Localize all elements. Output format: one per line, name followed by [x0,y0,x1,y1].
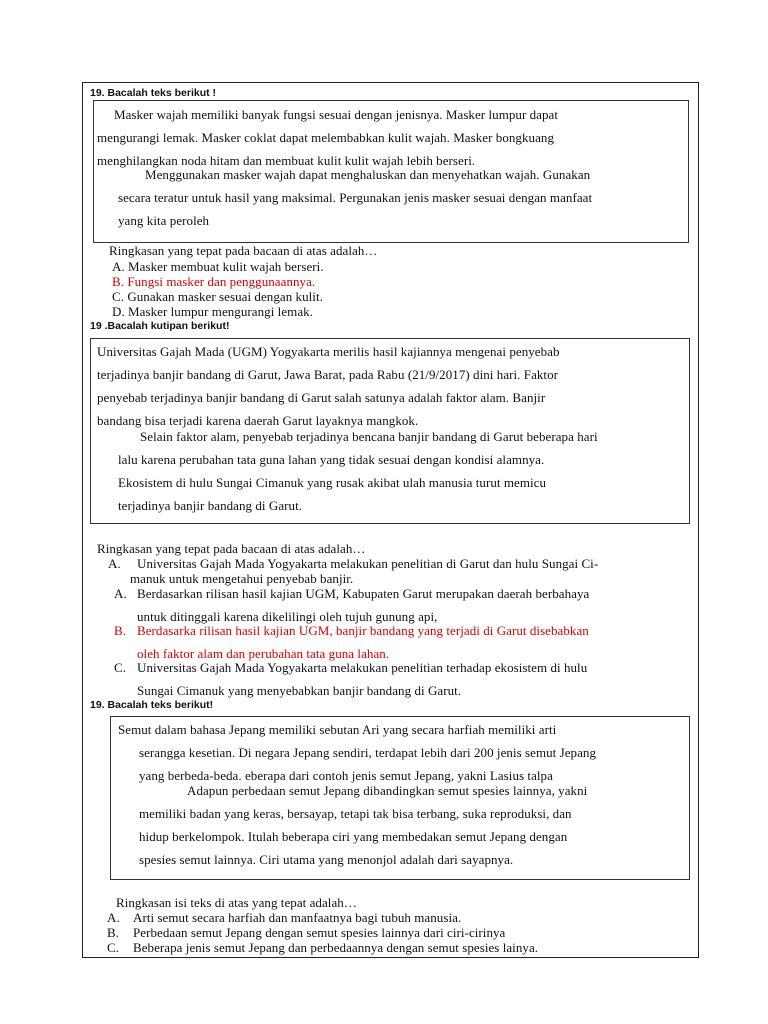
q2-passage-line: terjadinya banjir bandang di Garut, Jawa Barat, pada Rabu (21/9/2017) dini hari. Faktor [97,367,559,382]
q3-passage-line: Semut dalam bahasa Jepang memiliki sebutan Ari yang secara harfiah memiliki arti [118,722,557,737]
q2-option-letter: A. [114,586,127,601]
q3-passage-line: hidup berkelompok. Itulah beberapa ciri yang membedakan semut Jepang dengan [139,829,568,844]
q3-option-c[interactable]: Beberapa jenis semut Jepang dan perbedaannya dengan semut spesies lainya. [133,940,539,955]
q2-option-letter: B. [114,623,127,638]
q3-passage-line: yang berbeda-beda. eberapa dari contoh jenis semut Jepang, yakni Lasius talpa [139,768,553,783]
q3-passage-box [110,716,690,880]
worksheet-page [82,82,699,958]
q3-passage-line: serangga kesetian. Di negara Jepang sendiri, terdapat lebih dari 200 jenis semut Jepang [139,745,597,760]
q2-passage-line: Selain faktor alam, penyebab terjadinya bencana banjir bandang di Garut beberapa hari [140,429,598,444]
q1-passage-line: Menggunakan masker wajah dapat menghaluskan dan menyehatkan wajah. Gunakan [145,167,591,182]
q2-option-line[interactable]: untuk ditinggali karena dikelilingi oleh tujuh gunung api, [137,609,438,624]
q2-option-line[interactable]: Sungai Cimanuk yang menyebabkan banjir bandang di Garut. [137,683,462,698]
q3-option-letter: B. [107,925,120,940]
q1-passage-line: mengurangi lemak. Masker coklat dapat melembabkan kulit wajah. Masker bongkuang [97,130,555,145]
q2-passage-line: bandang bisa terjadi karena daerah Garut layaknya mangkok. [97,413,419,428]
q2-option-letter: A. [108,556,121,571]
q2-passage-line: terjadinya banjir bandang di Garut. [118,498,303,513]
q3-heading: 19. Bacalah teks berikut! [90,699,214,711]
q2-passage-line: lalu karena perubahan tata guna lahan yang tidak sesuai dengan kondisi alamnya. [118,452,545,467]
q1-passage-line: secara teratur untuk hasil yang maksimal. Pergunakan jenis masker sesuai dengan manfaat [118,190,593,205]
q3-passage-line: memiliki badan yang keras, bersayap, tetapi tak bisa terbang, suka reproduksi, dan [139,806,572,821]
q2-option-line[interactable]: manuk untuk mengetahui penyebab banjir. [130,571,354,586]
q1-passage-box [93,100,689,243]
q2-option-line[interactable]: oleh faktor alam dan perubahan tata guna lahan. [137,646,390,661]
q1-passage-line: Masker wajah memiliki banyak fungsi sesuai dengan jenisnya. Masker lumpur dapat [114,107,559,122]
q1-passage-line: menghilangkan noda hitam dan membuat kulit kulit wajah lebih berseri. [97,153,476,168]
q3-question: Ringkasan isi teks di atas yang tepat adalah… [116,895,357,910]
q1-option-d[interactable]: D. Masker lumpur mengurangi lemak. [112,304,313,319]
q2-passage-line: Ekosistem di hulu Sungai Cimanuk yang rusak akibat ulah manusia turut memicu [118,475,547,490]
q1-option-c[interactable]: C. Gunakan masker sesuai dengan kulit. [112,289,323,304]
q3-option-a[interactable]: Arti semut secara harfiah dan manfaatnya bagi tubuh manusia. [133,910,462,925]
q2-passage-box [90,338,690,524]
q2-option-line[interactable]: Universitas Gajah Mada Yogyakarta melakukan penelitian terhadap ekosistem di hulu [137,660,588,675]
q1-option-b[interactable]: B. Fungsi masker dan penggunaannya. [112,274,316,289]
q2-passage-line: Universitas Gajah Mada (UGM) Yogyakarta merilis hasil kajiannya mengenai penyebab [97,344,560,359]
q2-option-letter: C. [114,660,127,675]
q1-passage-line: yang kita peroleh [118,213,210,228]
q3-option-b[interactable]: Perbedaan semut Jepang dengan semut spesies lainnya dari ciri-cirinya [133,925,506,940]
q2-option-line[interactable]: Berdasarka rilisan hasil kajian UGM, banjir bandang yang terjadi di Garut disebabkan [137,623,589,638]
q2-option-line[interactable]: Universitas Gajah Mada Yogyakarta melakukan penelitian di Garut dan hulu Sungai Ci- [137,556,599,571]
q1-option-a[interactable]: A. Masker membuat kulit wajah berseri. [112,259,324,274]
q1-question: Ringkasan yang tepat pada bacaan di atas adalah… [109,243,378,258]
q3-passage-line: spesies semut lainnya. Ciri utama yang menonjol adalah dari sayapnya. [139,852,514,867]
q2-passage-line: penyebab terjadinya banjir bandang di Garut salah satunya adalah faktor alam. Banjir [97,390,546,405]
q3-option-letter: A. [107,910,120,925]
q2-question: Ringkasan yang tepat pada bacaan di atas adalah… [97,541,366,556]
q2-heading: 19 .Bacalah kutipan berikut! [90,320,230,332]
q2-option-line[interactable]: Berdasarkan rilisan hasil kajian UGM, Kabupaten Garut merupakan daerah berbahaya [137,586,590,601]
q3-option-letter: C. [107,940,120,955]
q1-heading: 19. Bacalah teks berikut ! [90,87,217,99]
q3-passage-line: Adapun perbedaan semut Jepang dibandingkan semut spesies lainnya, yakni [187,783,588,798]
